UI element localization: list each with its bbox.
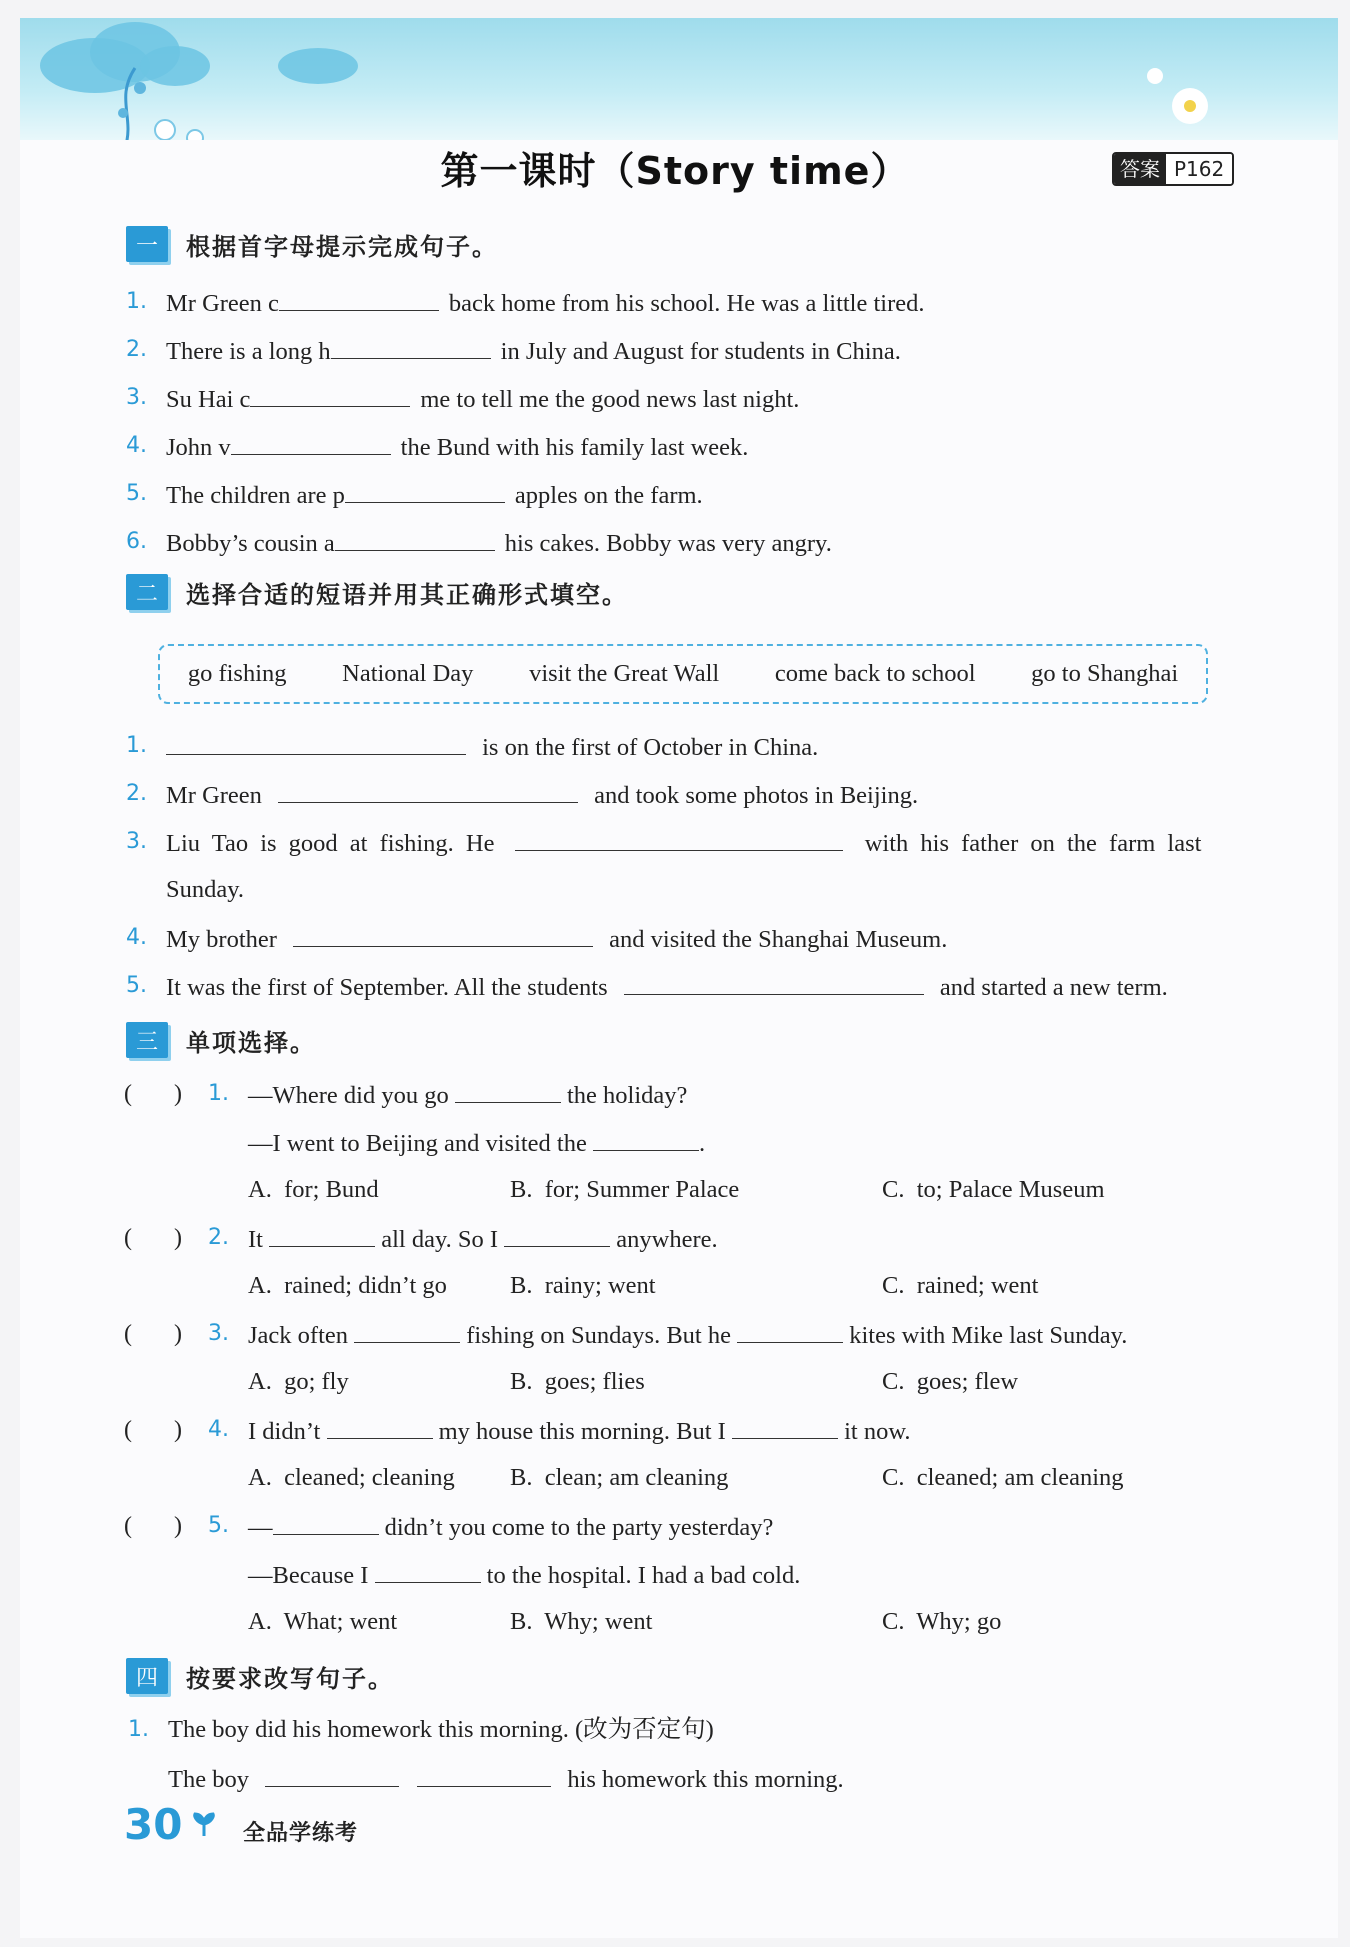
answer-option: B. Why; went	[510, 1608, 653, 1635]
answer-parentheses[interactable]: ( )	[124, 1081, 182, 1107]
question-line: Su Hai c me to tell me the good news last night.	[166, 382, 799, 416]
question-number: 2.	[208, 1225, 229, 1250]
answer-parentheses[interactable]: ( )	[124, 1225, 182, 1251]
question-number: 4.	[126, 433, 147, 458]
question-number: 3.	[126, 385, 147, 410]
answer-option: C. rained; went	[882, 1272, 1039, 1299]
answer-blank[interactable]	[354, 1318, 460, 1343]
answer-option: B. clean; am cleaning	[510, 1464, 729, 1491]
answer-blank[interactable]	[293, 922, 593, 947]
answer-blank[interactable]	[504, 1222, 610, 1247]
answer-option: A. go; fly	[248, 1368, 349, 1395]
section-number: 一	[126, 226, 168, 262]
flower-vine-icon	[105, 58, 245, 140]
question-number: 2.	[126, 337, 147, 362]
question-number: 1.	[126, 733, 147, 758]
question-number: 2.	[126, 781, 147, 806]
answer-blank[interactable]	[273, 1510, 379, 1535]
question-line: I didn’t my house this morning. But I it now.	[248, 1414, 911, 1448]
question-line: It was the first of September. All the students and started a new term.	[166, 970, 1168, 1004]
section-4-heading	[126, 1658, 394, 1694]
answer-option: C. cleaned; am cleaning	[882, 1464, 1124, 1491]
answer-blank[interactable]	[331, 334, 491, 359]
question-line-cont: Sunday.	[166, 876, 245, 903]
answer-page: P162	[1166, 154, 1232, 184]
answer-blank[interactable]	[269, 1222, 375, 1247]
word-bank-item: visit the Great Wall	[529, 660, 720, 687]
header-banner	[20, 18, 1338, 140]
question-number: 5.	[208, 1513, 229, 1538]
question-number: 6.	[126, 529, 147, 554]
word-bank	[158, 644, 1208, 704]
question-line: — didn’t you come to the party yesterday?	[248, 1510, 773, 1544]
question-number: 5.	[126, 973, 147, 998]
answer-blank[interactable]	[455, 1078, 561, 1103]
brand-name: 全品学练考	[243, 1821, 359, 1846]
section-number: 二	[126, 574, 168, 610]
section-instruction: 单项选择。	[186, 1028, 316, 1057]
word-bank-item: go fishing	[187, 660, 287, 687]
question-line: Bobby’s cousin a his cakes. Bobby was very angry.	[166, 526, 832, 560]
question-number: 3.	[126, 829, 147, 854]
question-number: 1.	[208, 1081, 229, 1106]
answer-blank[interactable]	[265, 1762, 399, 1787]
daisy-flower-icon	[1130, 56, 1230, 140]
answer-parentheses[interactable]: ( )	[124, 1513, 182, 1539]
section-1-heading	[126, 226, 498, 262]
question-number: 3.	[208, 1321, 229, 1346]
question-line: The boy did his homework this morning. (改为否定句)	[168, 1716, 714, 1743]
question-line: —Where did you go the holiday?	[248, 1078, 687, 1112]
answer-blank[interactable]	[278, 778, 578, 803]
question-line: My brother and visited the Shanghai Museum.	[166, 922, 947, 956]
question-number: 4.	[126, 925, 147, 950]
question-line: It all day. So I anywhere.	[248, 1222, 718, 1256]
section-3-heading	[126, 1022, 316, 1058]
question-line: There is a long h in July and August for students in China.	[166, 334, 901, 368]
question-answer-line: The boy his homework this morning.	[168, 1762, 844, 1796]
question-number: 1.	[126, 289, 147, 314]
answer-blank[interactable]	[593, 1126, 699, 1151]
word-bank-item: National Day	[342, 660, 474, 687]
word-bank-item: come back to school	[774, 660, 976, 687]
question-line: Mr Green and took some photos in Beijing.	[166, 778, 918, 812]
page-number: 30	[124, 1800, 183, 1849]
page-title: 第一课时（Story time）	[440, 149, 910, 193]
question-line: The children are p apples on the farm.	[166, 478, 703, 512]
answer-option: B. goes; flies	[510, 1368, 645, 1395]
question-number: 1.	[128, 1717, 149, 1742]
answer-blank[interactable]	[345, 478, 505, 503]
answer-option: C. Why; go	[882, 1608, 1002, 1635]
question-number: 4.	[208, 1417, 229, 1442]
section-instruction: 根据首字母提示完成句子。	[186, 232, 498, 261]
answer-blank[interactable]	[327, 1414, 433, 1439]
answer-blank[interactable]	[624, 970, 924, 995]
answer-parentheses[interactable]: ( )	[124, 1417, 182, 1443]
question-line: —I went to Beijing and visited the .	[248, 1126, 705, 1160]
answer-blank[interactable]	[737, 1318, 843, 1343]
answer-parentheses[interactable]: ( )	[124, 1321, 182, 1347]
question-line: John v the Bund with his family last week.	[166, 430, 748, 464]
answer-blank[interactable]	[417, 1762, 551, 1787]
question-line: is on the first of October in China.	[166, 730, 818, 764]
question-line: Mr Green c back home from his school. He was a little tired.	[166, 286, 925, 320]
answer-blank[interactable]	[732, 1414, 838, 1439]
answer-badge	[1112, 152, 1234, 186]
answer-blank[interactable]	[166, 730, 466, 755]
section-number: 三	[126, 1022, 168, 1058]
answer-option: B. for; Summer Palace	[510, 1176, 740, 1203]
answer-blank[interactable]	[335, 526, 495, 551]
answer-blank[interactable]	[250, 382, 410, 407]
question-line: —Because I to the hospital. I had a bad cold.	[248, 1558, 800, 1592]
answer-label: 答案	[1114, 154, 1166, 184]
answer-option: A. for; Bund	[248, 1176, 379, 1203]
leaf-icon	[192, 1812, 216, 1838]
answer-option: B. rainy; went	[510, 1272, 656, 1299]
word-bank-item: go to Shanghai	[1031, 660, 1179, 687]
answer-option: C. goes; flew	[882, 1368, 1019, 1395]
question-line: Liu Tao is good at fishing. He with his father on the farm last	[166, 826, 1201, 860]
answer-blank[interactable]	[515, 826, 843, 851]
answer-option: A. rained; didn’t go	[248, 1272, 447, 1299]
question-number: 5.	[126, 481, 147, 506]
answer-option: A. What; went	[248, 1608, 398, 1635]
section-instruction: 按要求改写句子。	[186, 1664, 394, 1693]
section-instruction: 选择合适的短语并用其正确形式填空。	[186, 580, 628, 609]
answer-blank[interactable]	[279, 286, 439, 311]
section-2-heading	[126, 574, 628, 610]
answer-option: A. cleaned; cleaning	[248, 1464, 455, 1491]
answer-blank[interactable]	[375, 1558, 481, 1583]
answer-option: C. to; Palace Museum	[882, 1176, 1105, 1203]
section-number: 四	[126, 1658, 168, 1694]
question-line: Jack often fishing on Sundays. But he kites with Mike last Sunday.	[248, 1318, 1127, 1352]
answer-blank[interactable]	[231, 430, 391, 455]
